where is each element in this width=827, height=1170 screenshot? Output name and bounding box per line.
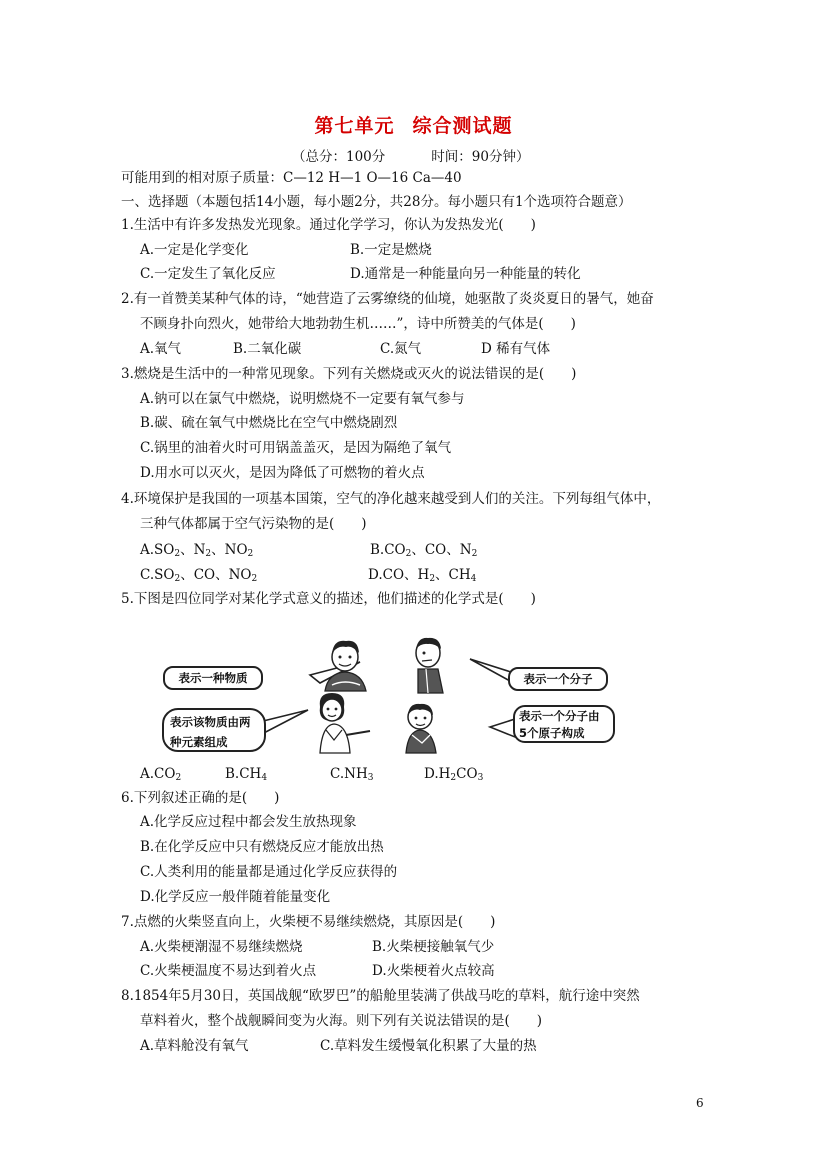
speech-bubble-1: 表示一种物质 [163, 666, 263, 690]
q7-option-c[interactable]: C.火柴梗温度不易达到着火点 [140, 963, 317, 979]
q1-option-c[interactable]: C.一定发生了氧化反应 [140, 266, 276, 282]
title-name: 综合测试题 [412, 115, 513, 137]
q4-option-d[interactable]: D.CO、$H_2$、$CH_4$ [368, 567, 477, 584]
bubble-4-tail [490, 719, 515, 737]
student-3-illustration [320, 693, 370, 753]
question-8-stem-1: 8.1854年5月30日，英国战舰“欧罗巴”的船舱里装满了供战马吃的草料，航行途中突然 [121, 988, 640, 1004]
question-2-stem-2: 不顾身扑向烈火，她带给大地勃勃生机……”，诗中所赞美的气体是( ) [140, 316, 576, 332]
q2-option-b[interactable]: B.二氧化碳 [233, 341, 302, 357]
q8-option-c[interactable]: C.草料发生缓慢氧化积累了大量的热 [320, 1038, 537, 1054]
student-2-illustration [416, 638, 443, 693]
q1-option-b[interactable]: B.一定是燃烧 [350, 242, 432, 258]
question-3-stem: 3.燃烧是生活中的一种常见现象。下列有关燃烧或灭火的说法错误的是( ) [121, 366, 577, 382]
q6-option-b[interactable]: B.在化学反应中只有燃烧反应才能放出热 [140, 839, 384, 855]
q6-option-a[interactable]: A.化学反应过程中都会发生放热现象 [140, 814, 357, 830]
q7-option-b[interactable]: B.火柴梗接触氧气少 [372, 939, 495, 955]
q4-option-b[interactable]: $B.CO_2$、CO、$N_2$ [370, 542, 478, 559]
question-8-stem-2: 草料着火，整个战舰瞬间变为火海。则下列有关说法错误的是( ) [140, 1013, 543, 1029]
exam-time: 时间：90分钟） [431, 149, 530, 165]
q1-option-a[interactable]: A.一定是化学变化 [140, 242, 249, 258]
speech-bubble-2: 表示一个分子 [508, 667, 608, 691]
q5-option-d[interactable]: $D.H_2CO_3$ [424, 766, 484, 783]
q3-option-d[interactable]: D.用水可以灭火，是因为降低了可燃物的着火点 [140, 465, 425, 481]
student-1-illustration [325, 641, 366, 691]
student-4-illustration [406, 704, 436, 753]
question-1-stem: 1.生活中有许多发热发光现象。通过化学学习，你认为发热发光( ) [121, 217, 536, 233]
q3-option-a[interactable]: A.钠可以在氯气中燃烧，说明燃烧不一定要有氧气参与 [140, 391, 465, 407]
q6-option-c[interactable]: C.人类利用的能量都是通过化学反应获得的 [140, 864, 398, 880]
q1-option-d[interactable]: D.通常是一种能量向另一种能量的转化 [350, 266, 581, 282]
question-7-stem: 7.点燃的火柴竖直向上，火柴梗不易继续燃烧，其原因是( ) [121, 914, 496, 930]
q2-option-d[interactable]: D 稀有气体 [481, 341, 551, 357]
q4-option-c[interactable]: $C.SO_2$、CO、$NO_2$ [140, 567, 258, 584]
atomic-mass-note: 可能用到的相对原子质量：C—12 H—1 O—16 Ca—40 [121, 170, 462, 186]
q2-option-c[interactable]: C.氮气 [380, 341, 422, 357]
exam-info [292, 145, 529, 165]
question-6-stem: 6.下列叙述正确的是( ) [121, 790, 280, 806]
q7-option-a[interactable]: A.火柴梗潮湿不易继续燃烧 [140, 939, 303, 955]
question-2-stem-1: 2.有一首赞美某种气体的诗，“她营造了云雾缭绕的仙境，她驱散了炎炎夏日的暑气，她奋 [121, 291, 654, 307]
section-heading: 一、选择题（本题包括14小题，每小题2分，共28分。每小题只有1个选项符合题意） [121, 194, 632, 210]
question-4-stem-1: 4.环境保护是我国的一项基本国策，空气的净化越来越受到人们的关注。下列每组气体中， [121, 491, 661, 507]
q5-option-b[interactable]: $B.CH_4$ [225, 766, 268, 783]
q4-option-a[interactable]: $A.SO_2$、$N_2$、$NO_2$ [140, 542, 254, 559]
total-score: （总分：100分 [292, 149, 386, 165]
title-unit: 第七单元 [314, 115, 395, 137]
question-4-stem-2: 三种气体都属于空气污染物的是( ) [140, 516, 367, 532]
question-5-stem: 5.下图是四位同学对某化学式意义的描述，他们描述的化学式是( ) [121, 591, 536, 607]
q5-option-c[interactable]: $C.NH_3$ [330, 766, 374, 783]
q2-option-a[interactable]: A.氧气 [140, 341, 182, 357]
speech-bubble-3: 表示该物质由两 种元素组成 [162, 708, 266, 752]
q6-option-d[interactable]: D.化学反应一般伴随着能量变化 [140, 889, 331, 905]
q8-option-a[interactable]: A.草料舱没有氧气 [140, 1038, 249, 1054]
q7-option-d[interactable]: D.火柴梗着火点较高 [372, 963, 495, 979]
speech-bubble-4: 表示一个分子由 5个原子构成 [513, 705, 615, 743]
q3-option-c[interactable]: C.锅里的油着火时可用锅盖盖灭，是因为隔绝了氧气 [140, 440, 452, 456]
page-number: 6 [696, 1096, 704, 1110]
page-title [0, 111, 827, 138]
q3-option-b[interactable]: B.碳、硫在氧气中燃烧比在空气中燃烧剧烈 [140, 415, 398, 431]
q5-option-a[interactable]: $A.CO_2$ [140, 766, 182, 783]
